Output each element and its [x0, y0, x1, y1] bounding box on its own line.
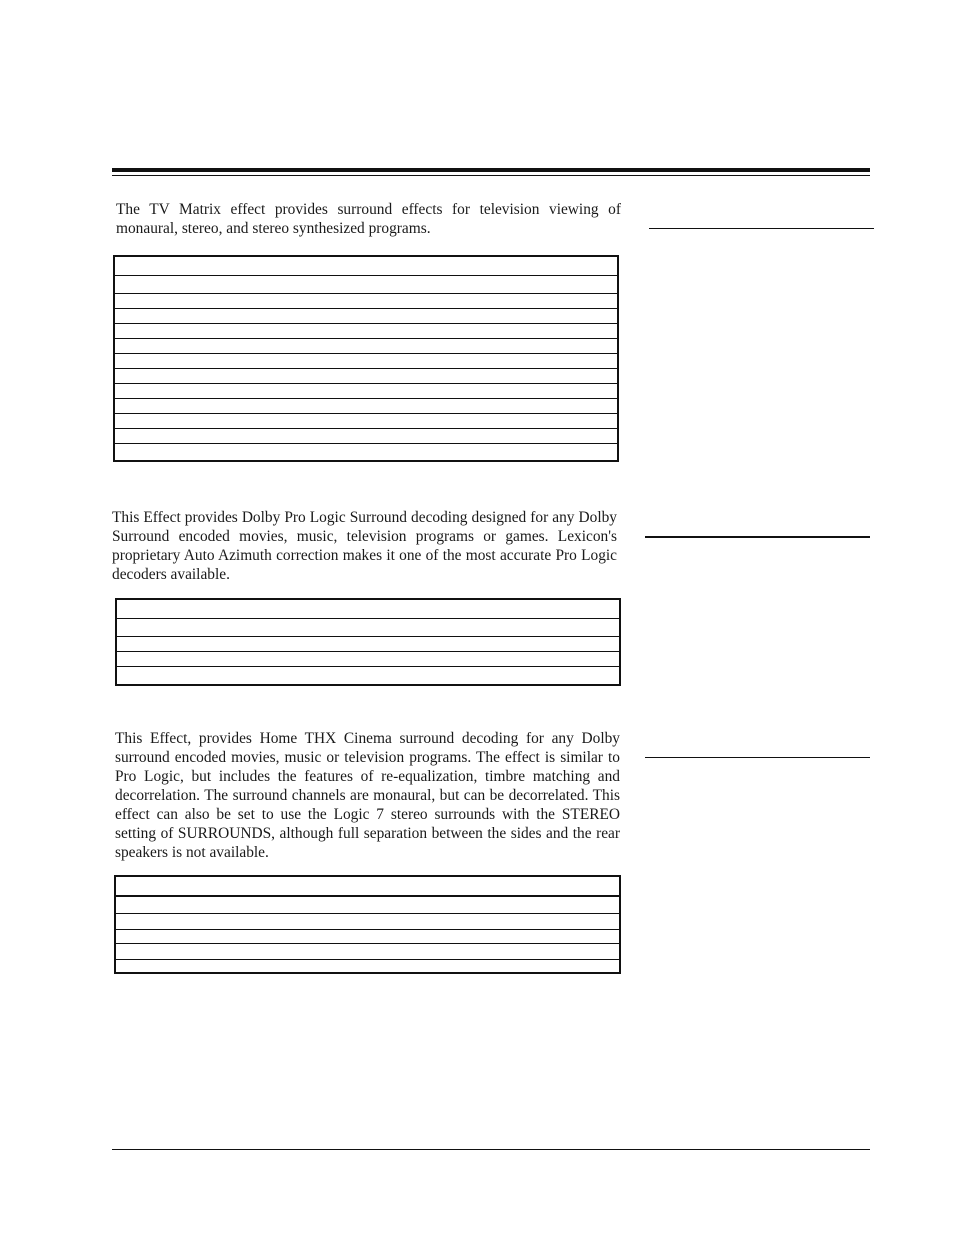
table-row: [115, 293, 617, 294]
header-rule-thin: [112, 175, 870, 176]
table-row: [116, 895, 619, 897]
table-row: [115, 398, 617, 399]
thx-cinema-description: This Effect, provides Home THX Cinema surround decoding for any Dolby surround encoded movies, music or television programs. The effect is similar to Pro Logic, but includes the features of re-equalization, timbre matching and decorrelation. The surround channels are monaural, but can be decorrelated. This effect can also be set to use the Logic 7 stereo surrounds with the STEREO setting of SURROUNDS, although full separation between the sides and the rear speakers is not available.: [115, 730, 620, 861]
table-row: [115, 275, 617, 276]
header-rule-thick: [112, 168, 870, 172]
table-row: [117, 666, 619, 667]
thx-cinema-table: [114, 875, 621, 974]
pro-logic-table: [115, 598, 621, 686]
footer-rule: [112, 1149, 870, 1150]
table-row: [115, 323, 617, 324]
table-row: [115, 338, 617, 339]
table-row: [117, 636, 619, 637]
table-row: [116, 959, 619, 960]
table-row: [116, 943, 619, 944]
pro-logic-description: This Effect provides Dolby Pro Logic Surround decoding designed for any Dolby Surround encoded movies, music, television programs or games. Lexicon's proprietary Auto Azimuth correction makes it one of the most accurate Pro Logic decoders available.: [112, 509, 617, 583]
table-row: [115, 368, 617, 369]
table-row: [115, 383, 617, 384]
table-row: [115, 413, 617, 414]
table-row: [115, 443, 617, 444]
thx-cinema-side-rule: [645, 757, 870, 758]
table-row: [117, 618, 619, 619]
pro-logic-side-rule: [645, 536, 870, 538]
table-row: [116, 913, 619, 914]
table-row: [115, 308, 617, 309]
table-row: [115, 353, 617, 354]
table-row: [117, 651, 619, 652]
tv-matrix-description: The TV Matrix effect provides surround effects for television viewing of monaural, stereo, and stereo synthesized programs.: [116, 201, 621, 237]
tv-matrix-side-rule: [649, 228, 874, 229]
table-row: [116, 929, 619, 930]
tv-matrix-table: [113, 255, 619, 462]
table-row: [115, 428, 617, 429]
